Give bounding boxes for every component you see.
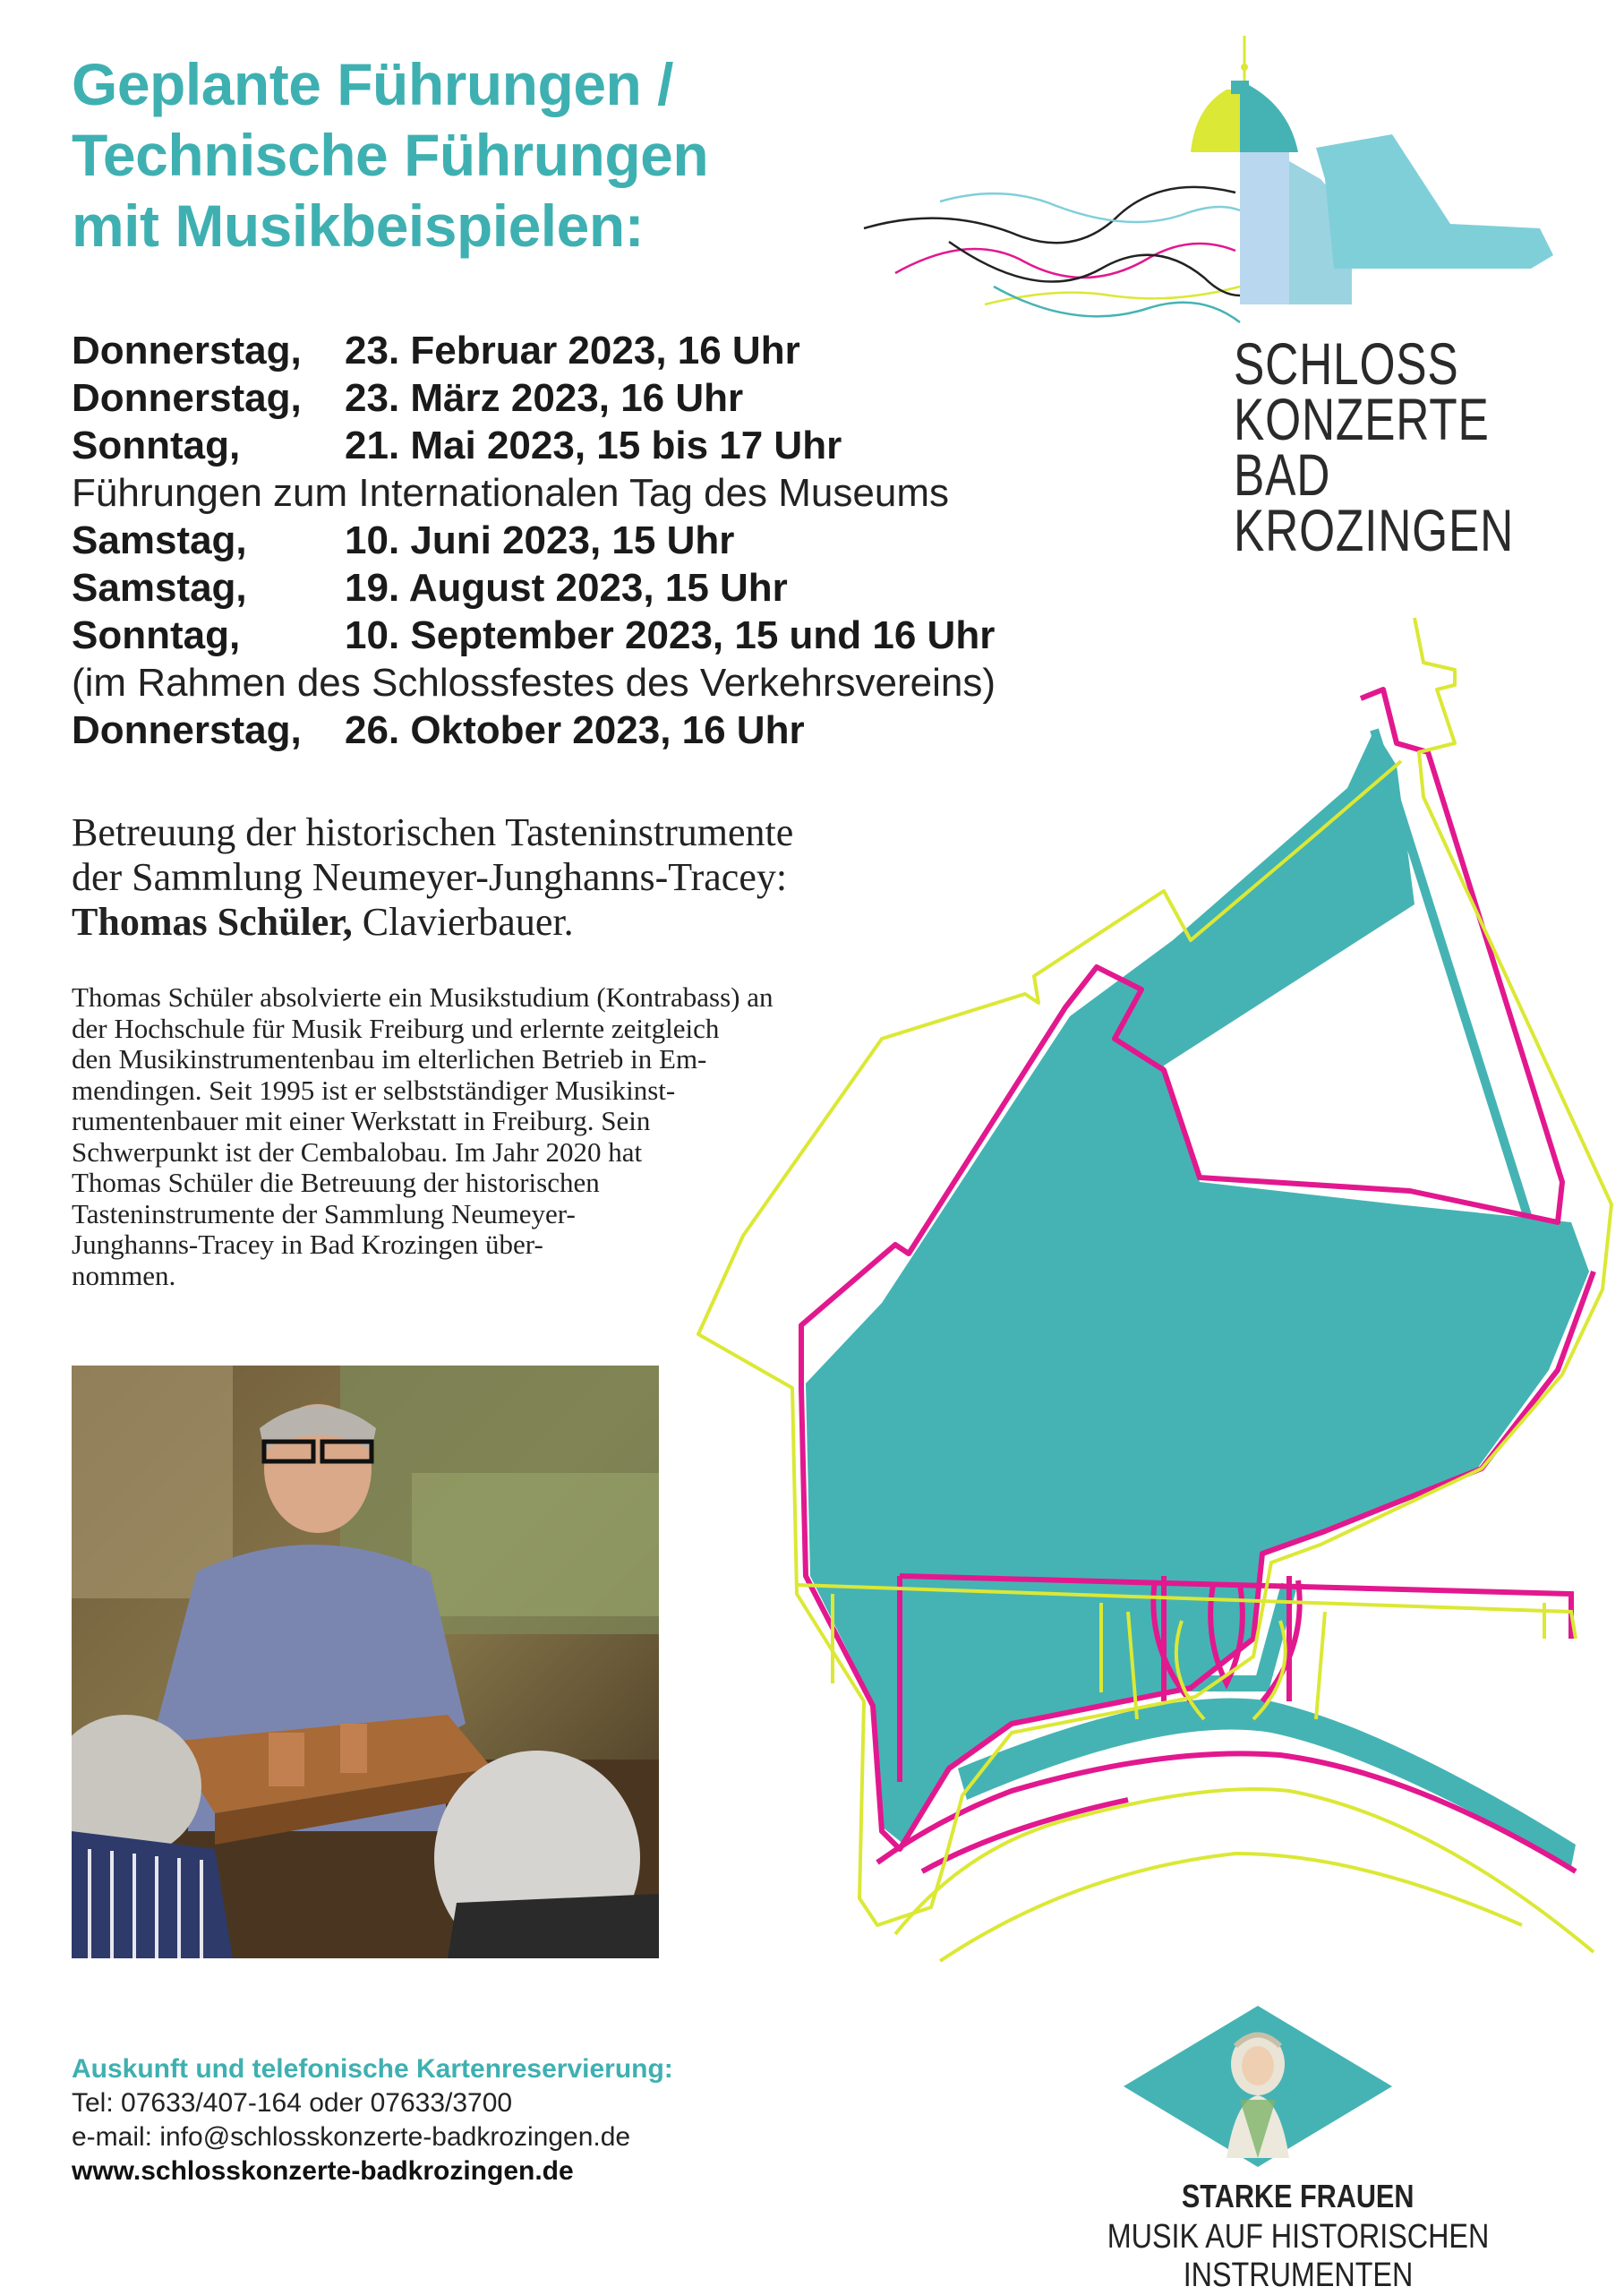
- schedule-date: 23. März 2023, 16 Uhr: [345, 376, 744, 420]
- schlosskonzerte-logo-icon: [859, 27, 1558, 349]
- schedule-date: 10. September 2023, 15 und 16 Uhr: [345, 613, 996, 657]
- series-subtitle: MUSIK AUF HISTORISCHEN INSTRUMENTEN: [1107, 2218, 1490, 2294]
- bio-line: Thomas Schüler die Betreuung der historischen: [72, 1167, 600, 1198]
- heading-line-2: Technische Führungen: [72, 122, 709, 189]
- heading-line-1: Geplante Führungen /: [72, 51, 674, 117]
- piano-illustration-icon: [680, 591, 1624, 2042]
- schedule-day: Sonntag,: [72, 424, 241, 467]
- schedule-row: [72, 374, 1056, 422]
- contact-title: Auskunft und telefonische Kartenreservierung:: [72, 2054, 673, 2084]
- bio-line: der Hochschule für Musik Freiburg und erlernte zeitgleich: [72, 1012, 720, 1044]
- schedule-day: Sonntag,: [72, 613, 241, 657]
- bio-line: mendingen. Seit 1995 ist er selbstständiger Musikinst-: [72, 1074, 676, 1106]
- schedule-note: (im Rahmen des Schlossfestes des Verkehrsvereins): [72, 661, 996, 705]
- starke-frauen-badge-icon: [1124, 2001, 1392, 2171]
- schedule-day: Donnerstag,: [72, 708, 302, 752]
- schedule-date: 21. Mai 2023, 15 bis 17 Uhr: [345, 424, 842, 467]
- schedule-row: [72, 422, 1056, 469]
- bio-line: Junghanns-Tracey in Bad Krozingen über-: [72, 1229, 543, 1260]
- schedule-day: Samstag,: [72, 518, 247, 562]
- contact-phone: Tel: 07633/407-164 oder 07633/3700: [72, 2088, 513, 2118]
- page-heading: [72, 49, 877, 262]
- bio-line: Schwerpunkt ist der Cembalobau. Im Jahr 2020 hat: [72, 1135, 643, 1168]
- bio-line: rumentenbauer mit einer Werkstatt in Freiburg. Sein: [72, 1105, 651, 1136]
- schedule-row: [72, 517, 1056, 564]
- wordmark-line-2: KONZERTE: [1234, 386, 1490, 452]
- wordmark-line-1: SCHLOSS: [1234, 330, 1459, 397]
- contact-email[interactable]: e-mail: info@schlosskonzerte-badkrozingen.de: [72, 2122, 631, 2152]
- heading-line-3: mit Musikbeispielen:: [72, 193, 645, 260]
- caretaker-name: Thomas Schüler,: [72, 900, 353, 944]
- bio-line: Tasteninstrumente der Sammlung Neumeyer-: [72, 1197, 576, 1229]
- series-title: STARKE FRAUEN: [1182, 2178, 1415, 2214]
- schedule-day: Donnerstag,: [72, 376, 302, 420]
- bio-line: den Musikinstrumentenbau im elterlichen Betrieb in Em-: [72, 1043, 707, 1075]
- contact-website[interactable]: www.schlosskonzerte-badkrozingen.de: [72, 2156, 574, 2186]
- contact-info: [72, 2052, 877, 2188]
- bio-line: nommen.: [72, 1259, 176, 1291]
- schedule-date: 23. Februar 2023, 16 Uhr: [345, 329, 800, 373]
- schlosskonzerte-wordmark: [1234, 330, 1515, 563]
- schedule-date: 10. Juni 2023, 15 Uhr: [345, 518, 735, 562]
- workshop-photo: [72, 1366, 659, 1958]
- intro-line-1: Betreuung der historischen Tasteninstrumente: [72, 810, 794, 854]
- schedule-date: 26. Oktober 2023, 16 Uhr: [345, 708, 805, 752]
- intro-line-2: der Sammlung Neumeyer-Junghanns-Tracey:: [72, 855, 788, 899]
- caretaker-role: Clavierbauer.: [352, 900, 574, 944]
- schedule-date: 19. August 2023, 15 Uhr: [345, 566, 788, 610]
- schedule-day: Donnerstag,: [72, 329, 302, 373]
- bio-line: Thomas Schüler absolvierte ein Musikstudium (Kontrabass) an: [72, 981, 774, 1013]
- schedule-note: Führungen zum Internationalen Tag des Museums: [72, 471, 949, 515]
- wordmark-line-3: BAD: [1234, 441, 1331, 508]
- schedule-day: Samstag,: [72, 566, 247, 610]
- wordmark-line-4: KROZINGEN: [1234, 497, 1515, 563]
